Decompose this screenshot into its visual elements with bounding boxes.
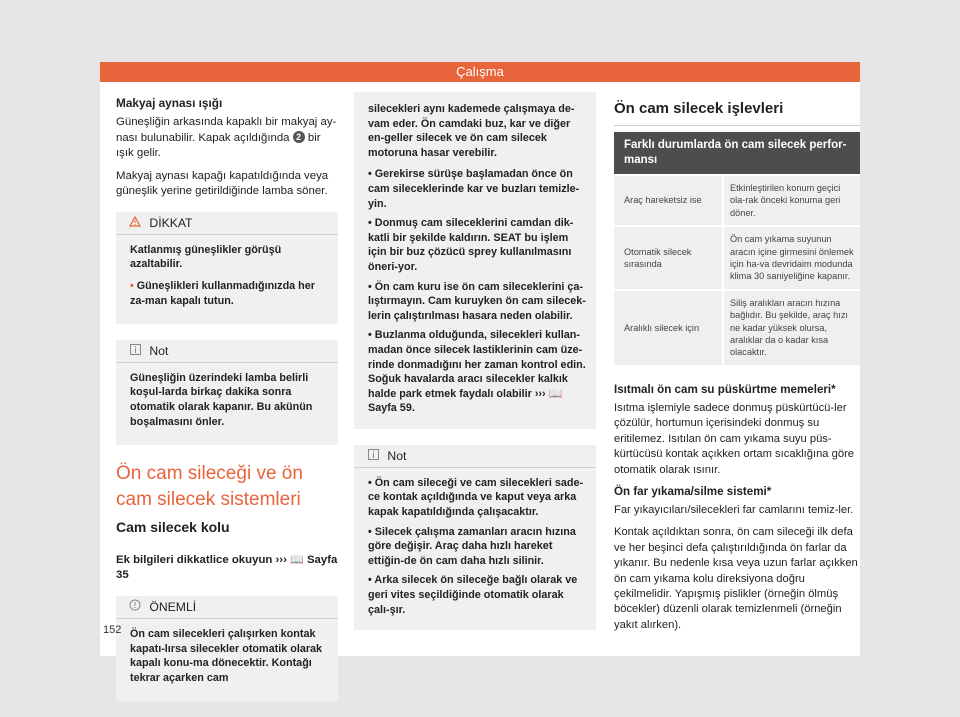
note-bullet: • Ön cam sileceği ve cam silecekleri sade-ce kontak açıldığında ve kaput veya arka kapak kapatıldığında çalışacaktır. xyxy=(368,476,584,519)
headlamp-washer-title: Ön far yıkama/silme sistemi* xyxy=(614,484,772,498)
callout-number: 2 xyxy=(293,131,305,143)
page-number: 152 xyxy=(103,624,122,636)
table-row: Araç hareketsiz ise Etkinleştirilen konum geçici ola-rak önceki konuma geri döner. xyxy=(614,175,860,226)
important-bullet-list xyxy=(368,167,586,416)
column-3 xyxy=(614,96,860,640)
note-box xyxy=(116,340,338,445)
warning-label: DİKKAT xyxy=(149,215,193,230)
note-bullet: • Arka silecek ön sileceğe bağlı olarak ve geri vites seçildiğinde otomatik olarak çalı-şır. xyxy=(368,574,578,616)
important-continued-text: silecekleri aynı kademede çalışmaya de-vam eder. Ön camdaki buz, kar ve diğer en-geller silecek ve ön cam silecek motoruna hasar verebilir. xyxy=(368,103,575,159)
important-box-continued xyxy=(354,92,596,429)
note-label: Not xyxy=(149,343,169,358)
headlamp-washer-text-1: Far yıkayıcıları/silecekleri far camlarını temiz-ler. xyxy=(614,503,854,516)
important-bullet: • Ön cam kuru ise ön cam sileceklerini ça-lıştırmayın. Cam kuruyken ön cam silecek-lerin çalıştırılması hasara neden olabilir. xyxy=(368,280,586,322)
warning-title: Katlanmış güneşlikler görüşü azaltabilir. xyxy=(130,243,282,271)
heated-nozzles-text: Isıtma işlemiyle sadece donmuş püskürtücü-ler çözülür, hortumun içerisindeki donmuş su eritilemez. Isıtılan ön cam yıkama suyu püs-kürtücüsü kontak açıkken ortam sıcaklığına göre otomatik olarak ısınır. xyxy=(614,401,855,476)
exclamation-circle-icon xyxy=(128,596,142,618)
warning-header xyxy=(116,212,338,235)
note-text: Güneşliğin üzerindeki lamba belirli koşul-larda birkaç dakika sonra otomatik olarak kapanır. Bu akünün boşalmasını önler. xyxy=(130,371,313,429)
section-title: Ön cam sileceği ve ön cam silecek sistemleri xyxy=(116,462,303,510)
book-reference-icon: 📖 xyxy=(548,387,563,400)
page-reference-link[interactable]: Sayfa 35 xyxy=(116,553,338,582)
page-reference-link[interactable]: Sayfa 59. xyxy=(368,402,415,415)
divider xyxy=(614,125,860,126)
column-1 xyxy=(116,96,338,717)
subsection-title: Cam silecek kolu xyxy=(116,518,230,535)
note-header xyxy=(354,445,596,468)
important-header xyxy=(116,596,338,619)
heated-nozzles-title: Isıtmalı ön cam su püskürtme memeleri* xyxy=(614,382,836,396)
important-bullet: • Gerekirse sürüşe başlamadan önce ön cam sileceklerinde kar ve buzları temizle-yin. xyxy=(368,168,580,210)
warning-bullet: • Güneşlikleri kullanmadığınızda her za-man kapalı tutun. xyxy=(130,280,315,307)
important-bullet: • Buzlanma olduğunda, silecekleri kullan-madan önce silecek lastiklerinin cam üze-rinde donmadığını her zaman kontrol edin. Soğuk havalarda aracı silecekler kalkık halde park etmek faydalı olabilir ››› 📖 Sayfa 59. xyxy=(368,329,586,415)
important-text: Ön cam silecekleri çalışırken kontak kapatı-lırsa silecekler otomatik olarak kapalı konu-ma dönecektir. Kontağı tekrar açarken cam xyxy=(130,627,323,685)
note-bullet: • Silecek çalışma zamanları aracın hızına göre değişir. Araç daha hızlı hareket ettiğin-de ön cam daha hızlı silinir. xyxy=(368,525,576,567)
chapter-header: Çalışma xyxy=(100,62,860,82)
mirror-title: Makyaj aynası ışığı xyxy=(116,96,223,110)
wiper-function-table xyxy=(614,132,860,365)
info-icon xyxy=(128,340,142,362)
column-2 xyxy=(354,92,596,646)
mirror-paragraph-1: Güneşliğin arkasında kapaklı bir makyaj ay-nası bulunabilir. Kapak açıldığında 2 bir ışık gelir. xyxy=(116,116,337,159)
book-reference-icon: 📖 xyxy=(290,553,304,566)
note-box-2 xyxy=(354,445,596,630)
important-bullet: • Donmuş cam sileceklerini camdan dik-katli bir şekilde kaldırın. SEAT bu işlem için bir buz çözücü sprey kullanılmasını öneri-yor. xyxy=(368,217,574,273)
intro-text: Ek bilgileri dikkatlice okuyun ››› 📖 Sayfa 35 xyxy=(116,553,338,582)
warning-box xyxy=(116,212,338,324)
table-header: Farklı durumlarda ön cam silecek perfor-mansı xyxy=(614,132,860,175)
info-icon xyxy=(366,445,380,467)
headlamp-washer-text-2: Kontak açıldıktan sonra, ön cam sileceği ilk defa ve her beşinci defa çalıştırıldığında ön farlar da yıkanır. Bu nedenle kısa veya uzun farlar açıkken ön cam yıkama kolu direksiyona doğru çekilmelidir. Yapışmış pislikler (örneğin ölmüş böcekler) düzenli olarak temizlenmeli (örneğin yakıt alırken). xyxy=(614,526,858,631)
table-row: Otomatik silecek sırasında Ön cam yıkama suyunun aracın içine girmesini önlemek için ha-va devridaim modunda klima 30 saniyeliğine kapanır. xyxy=(614,226,860,290)
note-label: Not xyxy=(387,448,407,463)
important-label: ÖNEMLİ xyxy=(149,599,197,614)
note-header xyxy=(116,340,338,363)
table-row: Aralıklı silecek için Siliş aralıkları aracın hızına bağlıdır. Bu şekilde, araç hızı ne kadar yüksek olursa, aralıklar da o kadar kısa olacaktır. xyxy=(614,290,860,365)
important-box xyxy=(116,596,338,701)
warning-triangle-icon xyxy=(128,212,142,234)
functions-title: Ön cam silecek işlevleri xyxy=(614,100,784,117)
note-bullet-list xyxy=(368,476,586,617)
mirror-paragraph-2: Makyaj aynası kapağı kapatıldığında veya güneşlik yerine getirildiğinde lamba söner. xyxy=(116,169,329,197)
